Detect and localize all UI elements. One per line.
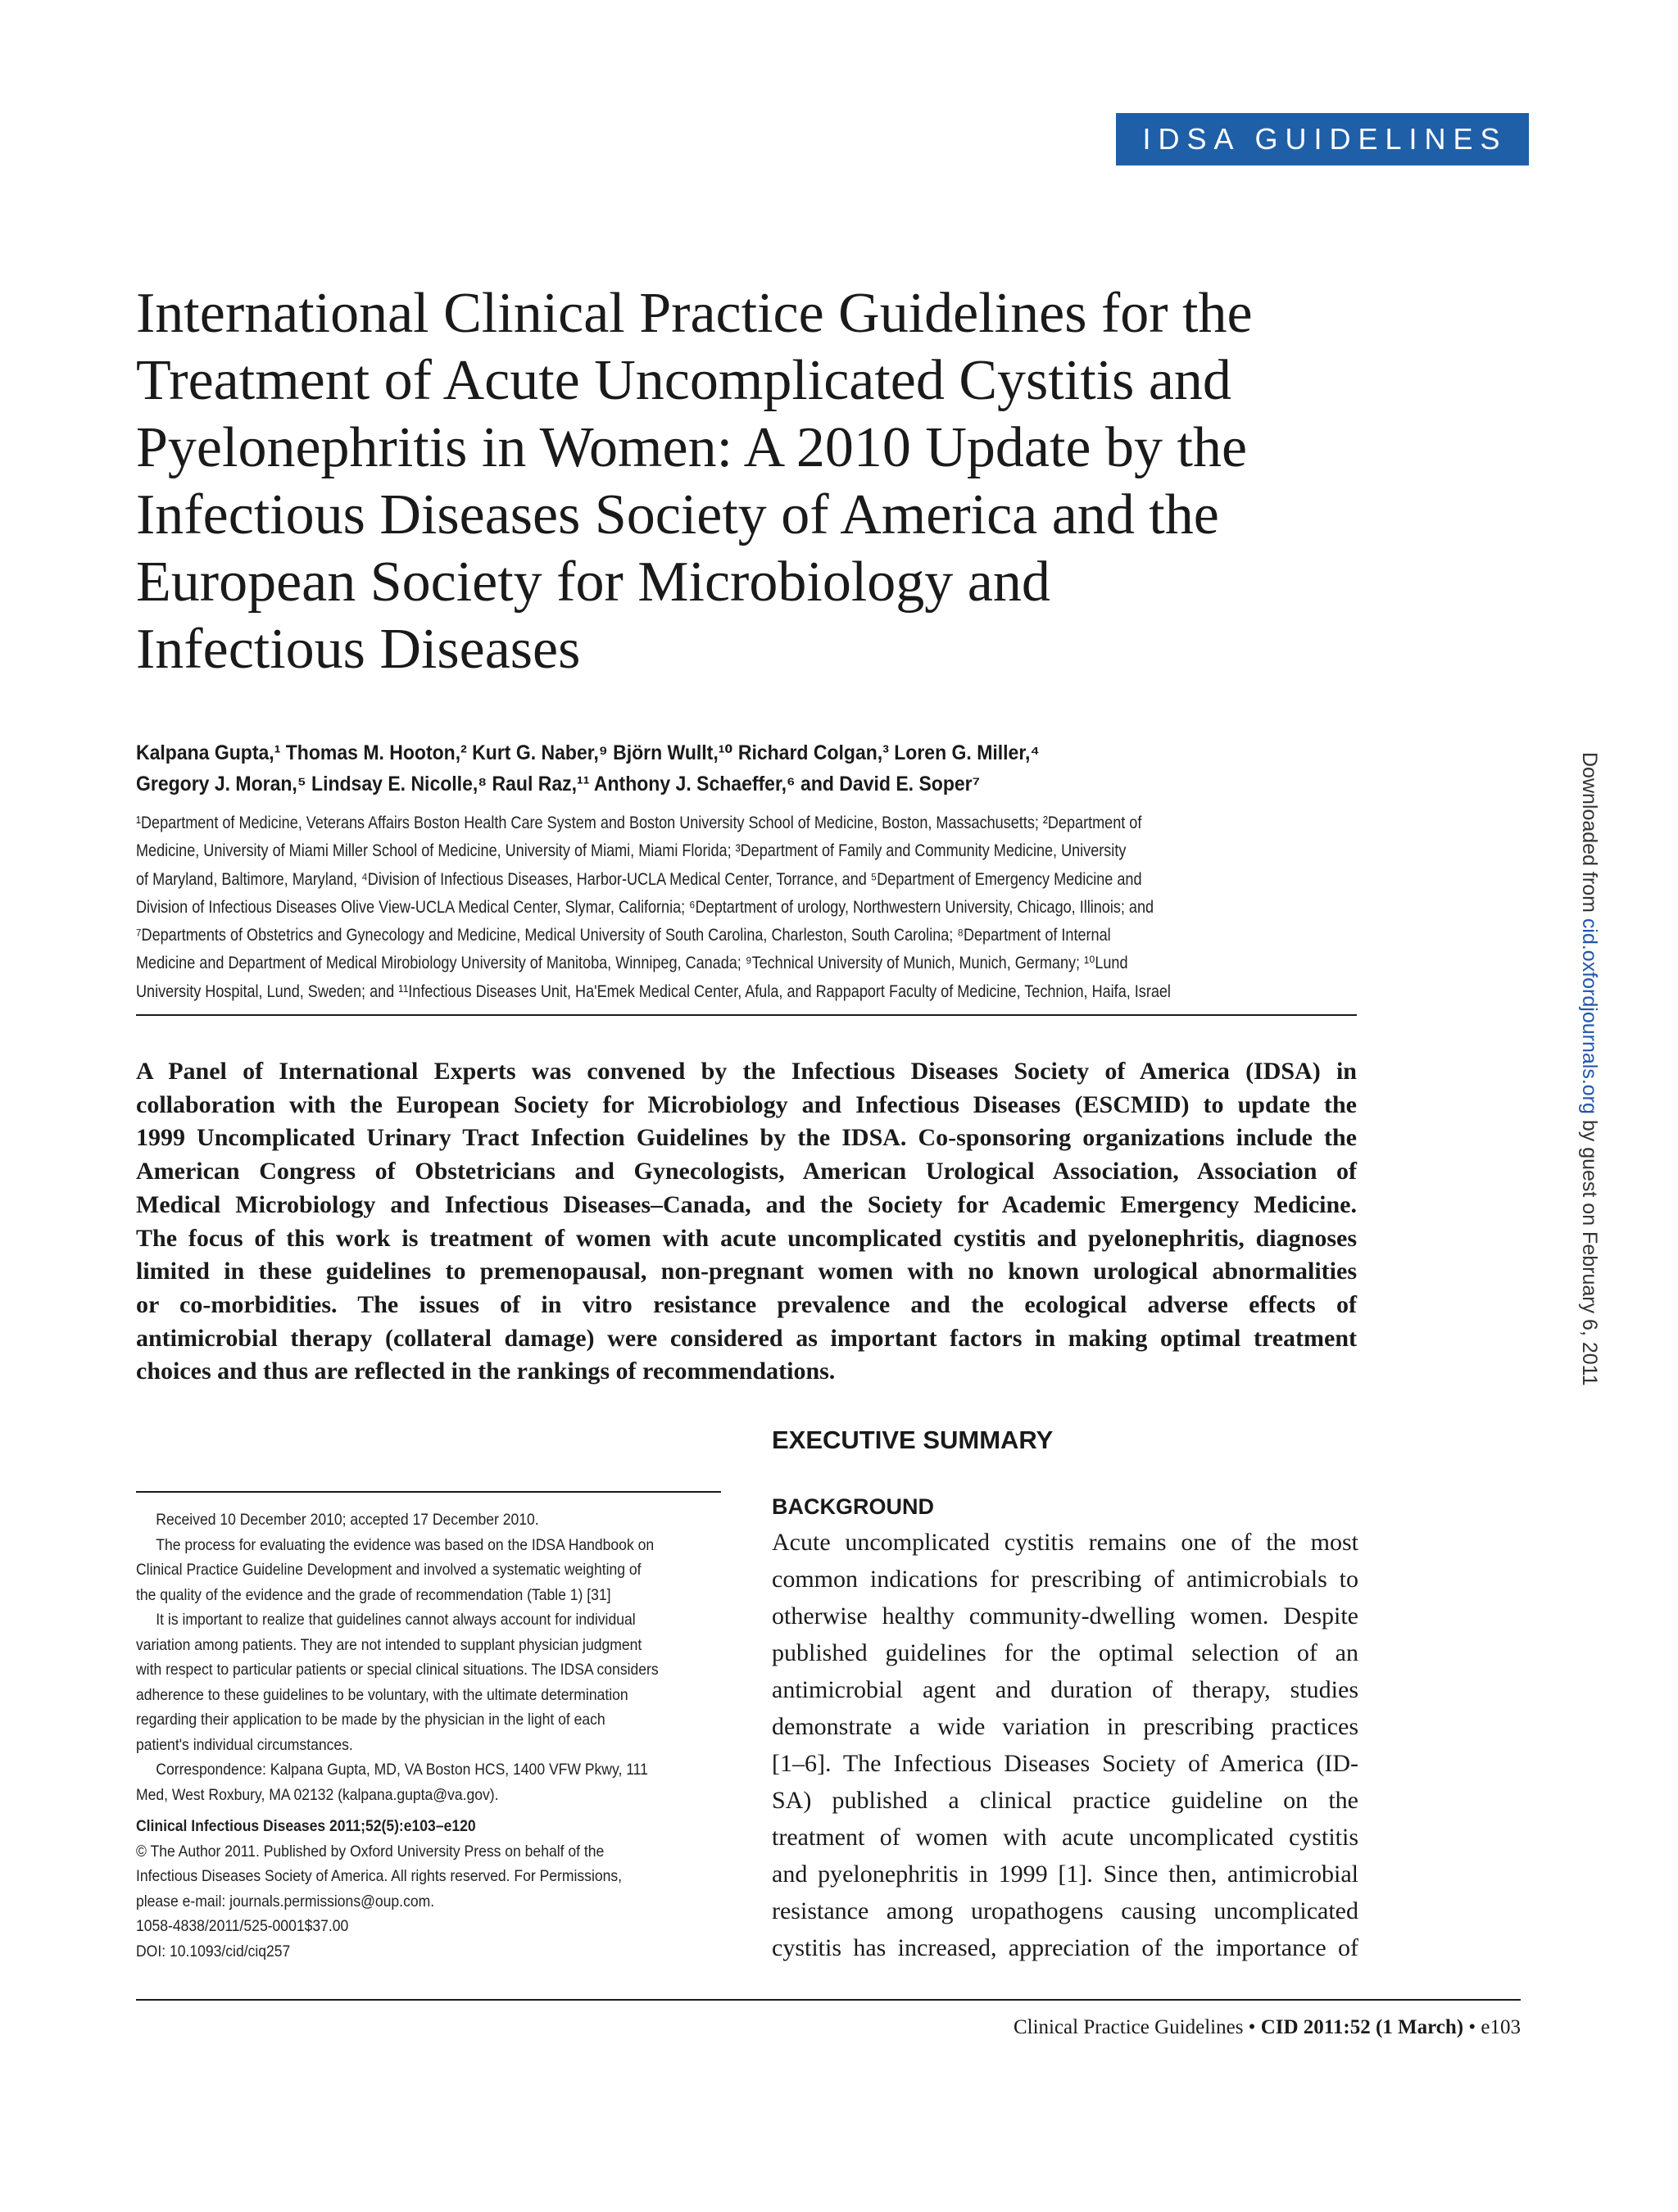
abstract-line: antimicrobial therapy (collateral damage) were considered as important factors in making optimal treatment <box>136 1324 1357 1352</box>
body-line: published guidelines for the optimal selection of an <box>772 1639 1358 1666</box>
download-suffix: by guest on February 6, 2011 <box>1578 1113 1601 1386</box>
title-line: International Clinical Practice Guidelines for the <box>136 282 1253 345</box>
footnote-line: with respect to particular patients or special clinical situations. The IDSA considers <box>136 1661 659 1679</box>
copyright-line: © The Author 2011. Published by Oxford University Press on behalf of the <box>136 1842 605 1861</box>
abstract-line: The focus of this work is treatment of women with acute uncomplicated cystitis and pyelonephritis, diagnoses <box>136 1224 1357 1252</box>
download-prefix: Downloaded from <box>1578 752 1601 918</box>
footnote-line: regarding their application to be made by the physician in the light of each <box>136 1711 605 1729</box>
affiliation-line: Division of Infectious Diseases Olive View-UCLA Medical Center, Slymar, California; ⁶Deptartment of urology, Northwestern University, Chicago, Illinois; and <box>136 897 1154 917</box>
title-line: European Society for Microbiology and <box>136 551 1050 614</box>
footer-divider <box>136 1999 1521 2001</box>
footer-journal: CID 2011:52 (1 March) <box>1260 2016 1464 2038</box>
copyright-line: Infectious Diseases Society of America. All rights reserved. For Permissions, <box>136 1867 623 1885</box>
body-line: and pyelonephritis in 1999 [1]. Since then, antimicrobial <box>772 1861 1358 1888</box>
author-line: Gregory J. Moran,⁵ Lindsay E. Nicolle,⁸ Raul Raz,¹¹ Anthony J. Schaeffer,⁶ and David E. Soper⁷ <box>136 773 981 796</box>
received-note: Received 10 December 2010; accepted 17 December 2010. <box>156 1511 539 1529</box>
affiliation-line: Medicine, University of Miami Miller School of Medicine, University of Miami, Miami Florida; ³Department of Family and Community Medicine, University <box>136 841 1127 861</box>
footnote-line: Clinical Practice Guideline Development and involved a systematic weighting of <box>136 1561 642 1579</box>
correspondence-line: Med, West Roxbury, MA 02132 (kalpana.gupta@va.gov). <box>136 1785 499 1804</box>
body-line: antimicrobial agent and duration of therapy, studies <box>772 1676 1358 1703</box>
footnote-line: the quality of the evidence and the grade of recommendation (Table 1) [31] <box>136 1585 611 1604</box>
article-title <box>136 280 1398 683</box>
footer-bullet: • <box>1468 2016 1476 2038</box>
affiliation-line: ⁷Departments of Obstetrics and Gynecology and Medicine, Medical University of South Carolina, Charleston, South Carolina; ⁸Department of Internal <box>136 926 1111 945</box>
title-line: Infectious Diseases <box>136 618 581 681</box>
affiliation-line: ¹Department of Medicine, Veterans Affairs Boston Health Care System and Boston University School of Medicine, Boston, Massachusetts; ²Department of <box>136 814 1142 832</box>
author-list <box>136 737 1381 800</box>
affiliation-line: of Maryland, Baltimore, Maryland, ⁴Division of Infectious Diseases, Harbor-UCLA Medical Center, Torrance, and ⁵Department of Emergency Medicine and <box>136 869 1142 889</box>
issn-line: 1058-4838/2011/525-0001$37.00 <box>136 1917 349 1935</box>
correspondence-line: Correspondence: Kalpana Gupta, MD, VA Boston HCS, 1400 VFW Pkwy, 111 <box>156 1761 648 1779</box>
title-line: Infectious Diseases Society of America and the <box>136 483 1219 546</box>
abstract-line: collaboration with the European Society for Microbiology and Infectious Diseases (ESCMID) to update the <box>136 1090 1357 1118</box>
background-heading: BACKGROUND <box>772 1494 934 1519</box>
footnote-divider <box>136 1491 721 1493</box>
journal-link[interactable]: cid.oxfordjournals.org <box>1578 918 1601 1114</box>
title-line: Treatment of Acute Uncomplicated Cystitis and <box>136 349 1231 412</box>
body-line: common indications for prescribing of antimicrobials to <box>772 1566 1358 1593</box>
title-line: Pyelonephritis in Women: A 2010 Update by the <box>136 416 1248 479</box>
body-line: SA) published a clinical practice guideline on the <box>772 1787 1358 1814</box>
abstract-line: Medical Microbiology and Infectious Diseases–Canada, and the Society for Academic Emergency Medicine. <box>136 1190 1357 1218</box>
background-body <box>772 1524 1358 1966</box>
abstract-line: 1999 Uncomplicated Urinary Tract Infection Guidelines by the IDSA. Co-sponsoring organizations include the <box>136 1124 1357 1152</box>
body-line: cystitis has increased, appreciation of the importance of <box>772 1934 1358 1961</box>
download-watermark <box>1577 752 1601 1386</box>
affiliation-line: Medicine and Department of Medical Mirobiology University of Manitoba, Winnipeg, Canada; ⁹Technical University of Munich, Munich, Germany; ¹⁰Lund <box>136 954 1128 973</box>
body-line: treatment of women with acute uncomplicated cystitis <box>772 1824 1358 1851</box>
footnote-line: variation among patients. They are not intended to supplant physician judgment <box>136 1635 642 1654</box>
body-line: Acute uncomplicated cystitis remains one of the most <box>772 1529 1358 1556</box>
author-line: Kalpana Gupta,¹ Thomas M. Hooton,² Kurt G. Naber,⁹ Björn Wullt,¹⁰ Richard Colgan,³ Loren G. Miller,⁴ <box>136 741 1040 764</box>
executive-summary-heading: EXECUTIVE SUMMARY <box>772 1426 1054 1454</box>
journal-citation: Clinical Infectious Diseases 2011;52(5):e103–e120 <box>136 1817 476 1835</box>
body-line: resistance among uropathogens causing uncomplicated <box>772 1897 1358 1924</box>
body-line: demonstrate a wide variation in prescribing practices <box>772 1713 1358 1740</box>
footnote-line: adherence to these guidelines to be voluntary, with the ultimate determination <box>136 1685 628 1704</box>
affiliations <box>136 809 1365 1006</box>
footnote-line: It is important to realize that guidelines cannot always account for individual <box>156 1611 636 1629</box>
page-number: e103 <box>1481 2016 1521 2038</box>
section-banner: IDSA GUIDELINES <box>1116 113 1529 165</box>
body-line: otherwise healthy community-dwelling women. Despite <box>772 1602 1358 1630</box>
abstract-line: limited in these guidelines to premenopausal, non-pregnant women with no known urological abnormalities <box>136 1258 1357 1285</box>
abstract-line: American Congress of Obstetricians and Gynecologists, American Urological Association, Association of <box>136 1158 1357 1185</box>
footnote-line: The process for evaluating the evidence was based on the IDSA Handbook on <box>156 1535 655 1554</box>
page-footer <box>939 2015 1521 2040</box>
abstract-line: A Panel of International Experts was convened by the Infectious Diseases Society of America (IDSA) in <box>136 1058 1357 1085</box>
footnote-line: patient's individual circumstances. <box>136 1735 353 1754</box>
footer-section: Clinical Practice Guidelines <box>1013 2016 1244 2038</box>
abstract-line: choices and thus are reflected in the rankings of recommendations. <box>136 1358 836 1385</box>
body-line: [1–6]. The Infectious Diseases Society of America (ID- <box>772 1750 1358 1777</box>
affiliation-line: University Hospital, Lund, Sweden; and ¹¹Infectious Diseases Unit, Ha'Emek Medical Center, Afula, and Rappaport Faculty of Medicine, Technion, Haifa, Israel <box>136 981 1171 1001</box>
copyright-line: please e-mail: journals.permissions@oup.com. <box>136 1892 435 1911</box>
abstract <box>136 1055 1357 1389</box>
header-divider <box>136 1014 1357 1016</box>
footer-bullet: • <box>1248 2016 1256 2038</box>
doi-line: DOI: 10.1093/cid/ciq257 <box>136 1942 291 1960</box>
abstract-line: or co-morbidities. The issues of in vitro resistance prevalence and the ecological adverse effects of <box>136 1290 1357 1318</box>
footnotes <box>136 1507 723 1964</box>
